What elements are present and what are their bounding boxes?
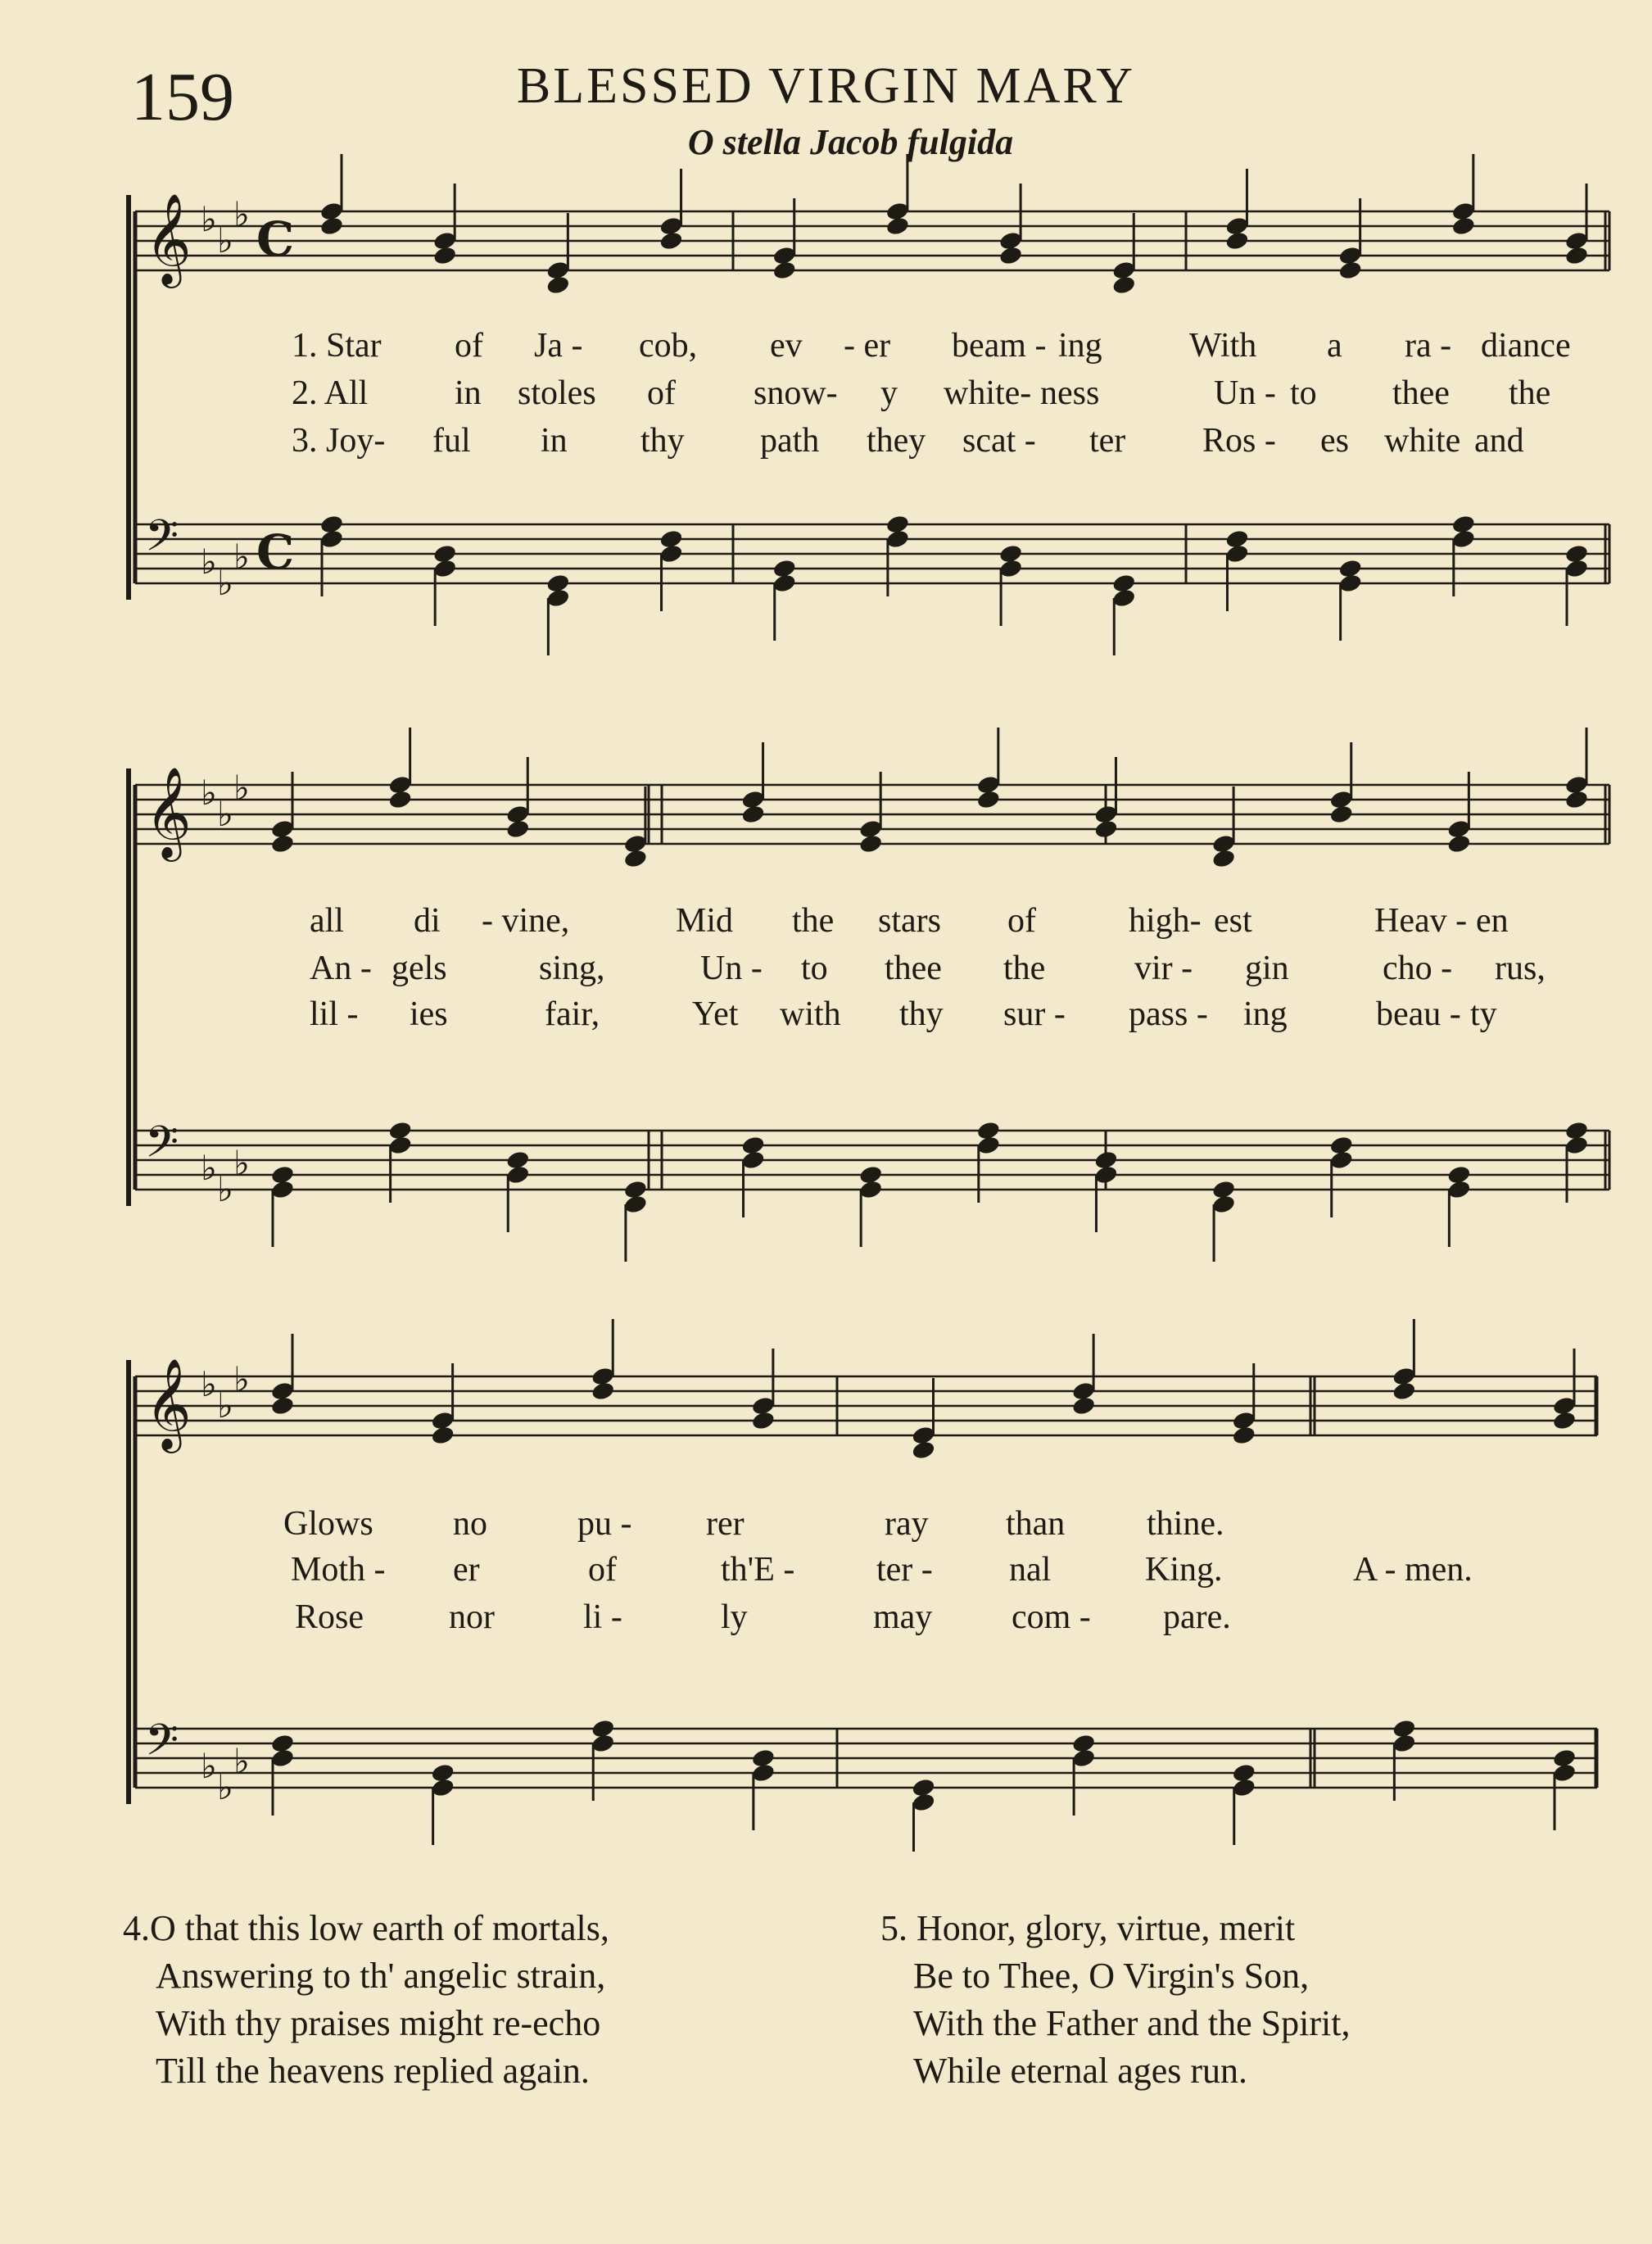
- flat-icon: ♭: [217, 563, 233, 603]
- verse-5: [880, 1905, 1350, 2095]
- flat-icon: ♭: [217, 794, 233, 834]
- hymn-subtitle: O stella Jacob fulgida: [687, 122, 1014, 162]
- flat-icon: ♭: [201, 542, 217, 582]
- lyric-syllable: snow-: [754, 374, 838, 412]
- lyric-syllable: - vine,: [482, 902, 570, 940]
- lyric-syllable: ray: [885, 1505, 929, 1543]
- lyric-syllable: gin: [1245, 950, 1289, 987]
- lyric-syllable: stars: [878, 902, 941, 940]
- lyric-syllable: and: [1474, 422, 1524, 460]
- lyric-syllable: of: [647, 374, 676, 412]
- verse-line: Till the heavens replied again.: [156, 2051, 590, 2091]
- lyric-syllable: ing: [1058, 327, 1102, 365]
- lyric-syllable: Un -: [1214, 374, 1276, 412]
- lyric-syllable: King.: [1145, 1551, 1223, 1589]
- note-head: [911, 1439, 936, 1461]
- lyric-syllable: ty: [1470, 995, 1497, 1033]
- flat-icon: ♭: [217, 220, 233, 261]
- flat-icon: ♭: [217, 1169, 233, 1209]
- lyric-line-s3-v3: [0, 1598, 1652, 1639]
- lyric-syllable: Glows: [283, 1505, 373, 1543]
- lyric-line-s2-v3: [0, 995, 1652, 1036]
- flat-icon: ♭: [233, 1359, 250, 1399]
- lyric-syllable: An -: [310, 950, 372, 987]
- lyric-syllable: vir -: [1134, 950, 1193, 987]
- lyric-syllable: white: [1384, 422, 1461, 460]
- note-head: [591, 1380, 616, 1402]
- bass-clef-icon: 𝄢: [145, 1716, 179, 1776]
- lyric-syllable: nor: [449, 1598, 495, 1636]
- lyric-syllable: ra -: [1405, 327, 1452, 365]
- lyric-syllable: scat -: [962, 422, 1036, 460]
- note-head: [1392, 1380, 1417, 1402]
- lyric-syllable: di: [414, 902, 441, 940]
- lyric-line-s2-v2: [0, 949, 1652, 990]
- lyric-syllable: Moth -: [291, 1551, 386, 1589]
- lyric-syllable: es: [1320, 422, 1349, 460]
- lyric-syllable: thy: [899, 995, 944, 1033]
- lyric-line-s1-v3: [0, 421, 1652, 462]
- note-head: [751, 1410, 776, 1431]
- flat-icon: ♭: [217, 1385, 233, 1426]
- lyric-syllable: may: [873, 1598, 933, 1636]
- lyric-syllable: fair,: [545, 995, 600, 1033]
- lyric-syllable: cho -: [1383, 950, 1453, 987]
- lyric-syllable: ness: [1040, 374, 1100, 412]
- lyric-syllable: diance: [1481, 327, 1571, 365]
- lyric-syllable: no: [453, 1505, 487, 1543]
- lyric-syllable: high-: [1129, 902, 1202, 940]
- lyric-syllable: thine.: [1147, 1505, 1224, 1543]
- verse-4: [123, 1905, 609, 2095]
- lyric-syllable: com -: [1012, 1598, 1091, 1636]
- lyric-syllable: est: [1214, 902, 1252, 940]
- lyric-syllable: pare.: [1163, 1598, 1231, 1636]
- lyric-syllable: beau -: [1376, 995, 1461, 1033]
- lyric-syllable: with: [780, 995, 841, 1033]
- lyric-line-s3-v1: [0, 1504, 1652, 1545]
- lyric-syllable: With: [1189, 327, 1257, 365]
- treble-clef-icon: 𝄞: [145, 193, 192, 284]
- lyric-syllable: ies: [410, 995, 448, 1033]
- lyric-syllable: than: [1006, 1505, 1066, 1543]
- lyric-line-s1-v2: [0, 374, 1652, 415]
- lyric-syllable: sur -: [1003, 995, 1066, 1033]
- lyric-syllable: in: [541, 422, 568, 460]
- lyric-syllable: they: [867, 422, 926, 460]
- lyric-syllable: li -: [583, 1598, 622, 1636]
- common-time-icon: C: [256, 211, 295, 267]
- lyric-syllable: stoles: [518, 374, 596, 412]
- lyric-syllable: ev: [770, 327, 803, 365]
- lyric-syllable: 1. Star: [292, 327, 382, 365]
- lyric-syllable: to: [801, 950, 828, 987]
- lyric-syllable: er: [453, 1551, 480, 1589]
- verse-line: With the Father and the Spirit,: [913, 2003, 1351, 2043]
- bass-clef-icon: 𝄢: [145, 511, 179, 572]
- lyric-syllable: to: [1290, 374, 1317, 412]
- note-head: [1552, 1410, 1577, 1431]
- flat-icon: ♭: [201, 1364, 217, 1404]
- flat-icon: ♭: [233, 194, 250, 234]
- lyric-syllable: the: [792, 902, 835, 940]
- lyric-syllable: A - men.: [1353, 1551, 1473, 1589]
- treble-clef-icon: 𝄞: [145, 766, 192, 858]
- lyric-syllable: all: [310, 902, 344, 940]
- lyric-syllable: ter: [1089, 422, 1126, 460]
- lyric-syllable: beam -: [952, 327, 1047, 365]
- lyric-syllable: y: [880, 374, 898, 412]
- lyric-syllable: cob,: [639, 327, 698, 365]
- lyric-syllable: ful: [432, 422, 471, 460]
- lyric-syllable: - er: [844, 327, 891, 365]
- note-head: [270, 1395, 296, 1417]
- lyric-syllable: 2. All: [292, 374, 369, 412]
- hymn-title: BLESSED VIRGIN MARY: [516, 58, 1136, 114]
- verse-line: While eternal ages run.: [913, 2051, 1248, 2091]
- lyric-syllable: a: [1327, 327, 1342, 365]
- hymn-number: 159: [131, 59, 234, 135]
- flat-icon: ♭: [201, 1746, 217, 1786]
- lyric-syllable: thee: [1392, 374, 1450, 412]
- flat-icon: ♭: [201, 1148, 217, 1188]
- flat-icon: ♭: [233, 1143, 250, 1183]
- lyric-syllable: of: [1007, 902, 1036, 940]
- lyric-syllable: Yet: [692, 995, 739, 1033]
- lyric-syllable: rer: [706, 1505, 745, 1543]
- flat-icon: ♭: [217, 1767, 233, 1807]
- lyric-syllable: rus,: [1495, 950, 1546, 987]
- lyric-syllable: in: [455, 374, 482, 412]
- flat-icon: ♭: [201, 199, 217, 239]
- lyric-line-s3-v2: [0, 1550, 1652, 1591]
- lyric-syllable: Ja -: [534, 327, 583, 365]
- lyric-syllable: Heav -: [1374, 902, 1468, 940]
- flat-icon: ♭: [233, 768, 250, 808]
- lyric-syllable: Un -: [700, 950, 763, 987]
- note-head: [1071, 1395, 1097, 1417]
- lyric-syllable: the: [1509, 374, 1551, 412]
- flat-icon: ♭: [233, 1741, 250, 1781]
- verse-line: Answering to th' angelic strain,: [156, 1956, 606, 1996]
- lyric-syllable: th'E -: [721, 1551, 795, 1589]
- lyric-syllable: ing: [1243, 995, 1288, 1033]
- lyric-syllable: Ros -: [1202, 422, 1276, 460]
- flat-icon: ♭: [233, 537, 250, 577]
- treble-clef-icon: 𝄞: [145, 1358, 192, 1449]
- lyric-syllable: 3. Joy-: [292, 422, 386, 460]
- lyric-syllable: white-: [944, 374, 1032, 412]
- lyric-syllable: pass -: [1129, 995, 1208, 1033]
- verse-line: With thy praises might re-echo: [156, 2003, 601, 2043]
- common-time-icon: C: [256, 524, 295, 580]
- lyric-syllable: the: [1003, 950, 1046, 987]
- lyric-syllable: thy: [640, 422, 685, 460]
- lyric-syllable: Rose: [295, 1598, 364, 1636]
- lyric-line-s1-v1: [0, 326, 1652, 367]
- note-head: [1231, 1425, 1256, 1446]
- note-head: [430, 1425, 455, 1446]
- lyric-syllable: thee: [885, 950, 942, 987]
- lyric-syllable: en: [1476, 902, 1509, 940]
- bass-clef-icon: 𝄢: [145, 1117, 179, 1178]
- verse-line: Be to Thee, O Virgin's Son,: [913, 1956, 1310, 1996]
- lyric-syllable: nal: [1009, 1551, 1052, 1589]
- lyric-syllable: ly: [721, 1598, 748, 1636]
- lyric-line-s2-v1: [0, 901, 1652, 942]
- lyric-syllable: ter -: [876, 1551, 933, 1589]
- lyric-syllable: pu -: [577, 1505, 632, 1543]
- lyric-syllable: lil -: [310, 995, 359, 1033]
- verse-line: 4.O that this low earth of mortals,: [123, 1908, 609, 1948]
- lyric-syllable: path: [760, 422, 820, 460]
- lyric-syllable: of: [455, 327, 483, 365]
- flat-icon: ♭: [201, 773, 217, 813]
- lyric-syllable: of: [588, 1551, 617, 1589]
- verse-line: 5. Honor, glory, virtue, merit: [880, 1908, 1296, 1948]
- lyric-syllable: sing,: [539, 950, 605, 987]
- lyric-syllable: gels: [392, 950, 447, 987]
- lyric-syllable: Mid: [676, 902, 734, 940]
